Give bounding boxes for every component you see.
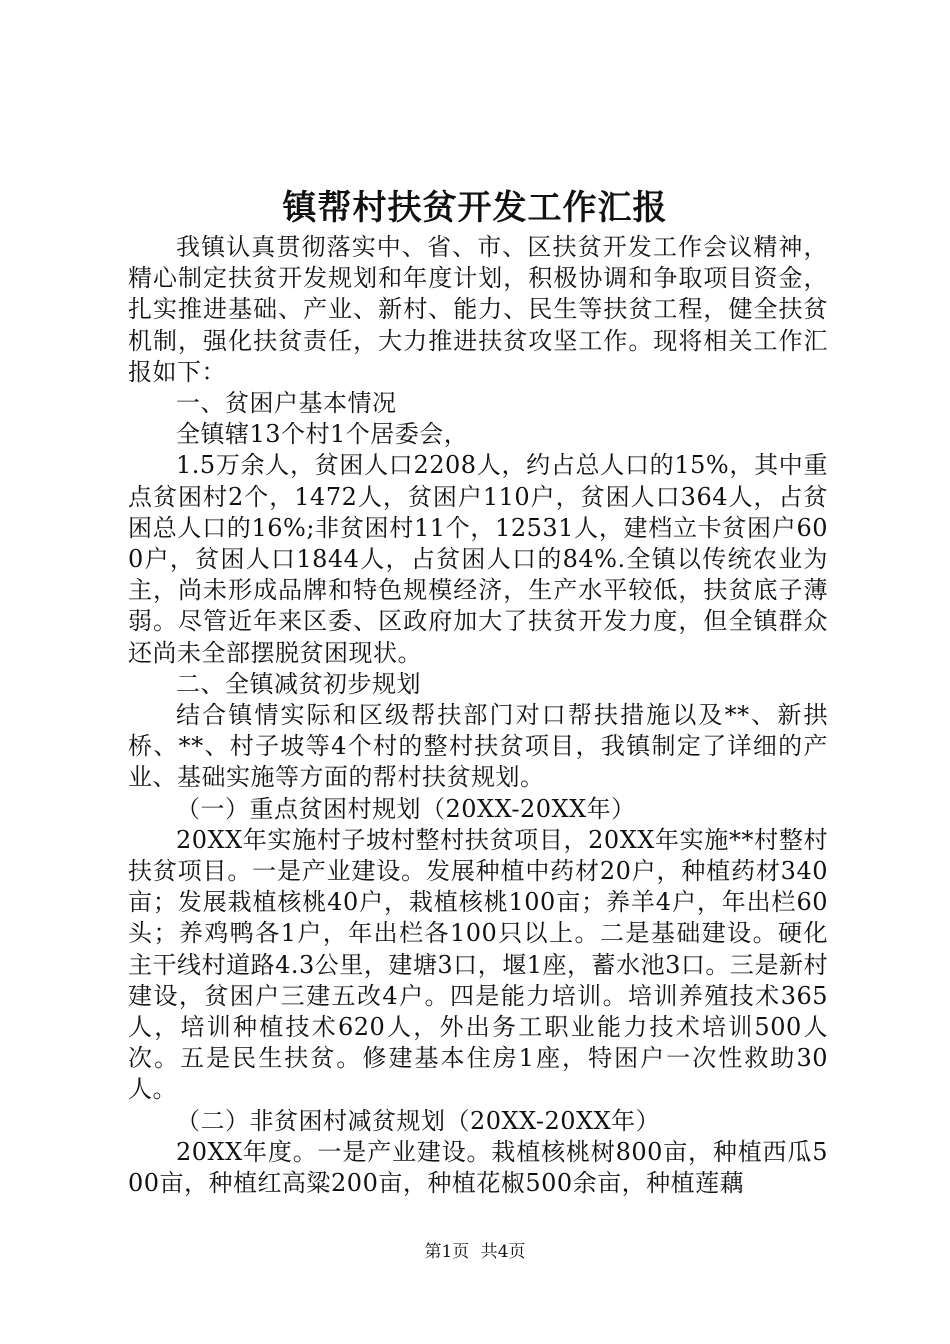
intro-paragraph: 我镇认真贯彻落实中、省、市、区扶贫开发工作会议精神，精心制定扶贫开发规划和年度计划，积极协调和争取项目资金，扎实推进基础、产业、新村、能力、民生等扶贫工程，健全扶贫机制，强化扶贫责任，大力推进扶贫攻坚工作。现将相关工作汇报如下：: [128, 233, 828, 386]
page-number: 第1页: [424, 1242, 470, 1262]
paragraph-villages: 全镇辖13个村1个居委会，: [176, 420, 469, 449]
paragraph-non-poor-village-plan: 20XX年度。一是产业建设。栽植核桃树800亩，种植西瓜500亩，种植红高粱200亩，种植花椒500余亩，种植莲藕: [128, 1137, 828, 1198]
document-body: [128, 232, 828, 1199]
section-heading-1: 一、贫困户基本情况: [176, 389, 397, 418]
paragraph-key-village-plan: 20XX年实施村子坡村整村扶贫项目，20XX年实施**村整村扶贫项目。一是产业建设。发展种植中药材20户，种植药材340亩；发展栽植核桃40户，栽植核桃100亩；养羊4户，年出栏60头；养鸡鸭各1户，年出栏各100只以上。二是基础建设。硬化主干线村道路4.3公里，建塘3口，堰1座，蓄水池3口。三是新村建设，贫困户三建五改4户。四是能力培训。培训养殖技术365人，培训种植技术620人，外出务工职业能力技术培训500人次。五是民生扶贫。修建基本住房1座，特困户一次性救助30人。: [128, 825, 828, 1104]
paragraph-plan-intro: 结合镇情实际和区级帮扶部门对口帮扶措施以及**、新拱桥、**、村子坡等4个村的整村扶贫项目，我镇制定了详细的产业、基础实施等方面的帮村扶贫规划。: [128, 701, 828, 792]
subsection-heading-2: （二）非贫困村减贫规划（20XX-20XX年）: [176, 1106, 661, 1135]
page-footer: [0, 1240, 950, 1264]
paragraph-population: 1.5万余人，贫困人口2208人，约占总人口的15%，其中重点贫困村2个，1472人，贫困户110户，贫困人口364人，占贫困总人口的16%;非贫困村11个，12531人，建档立卡贫困户600户，贫困人口1844人，占贫困人口的84%.全镇以传统农业为主，尚未形成品牌和特色规模经济，生产水平较低，扶贫底子薄弱。尽管近年来区委、区政府加大了扶贫开发力度，但全镇群众还尚未全部摆脱贫困现状。: [128, 451, 828, 667]
section-heading-2: 二、全镇减贫初步规划: [176, 669, 421, 698]
document-title: 镇帮村扶贫开发工作汇报: [282, 188, 668, 228]
subsection-heading-1: （一）重点贫困村规划（20XX-20XX年）: [176, 794, 636, 823]
page-total: 共4页: [480, 1242, 526, 1262]
